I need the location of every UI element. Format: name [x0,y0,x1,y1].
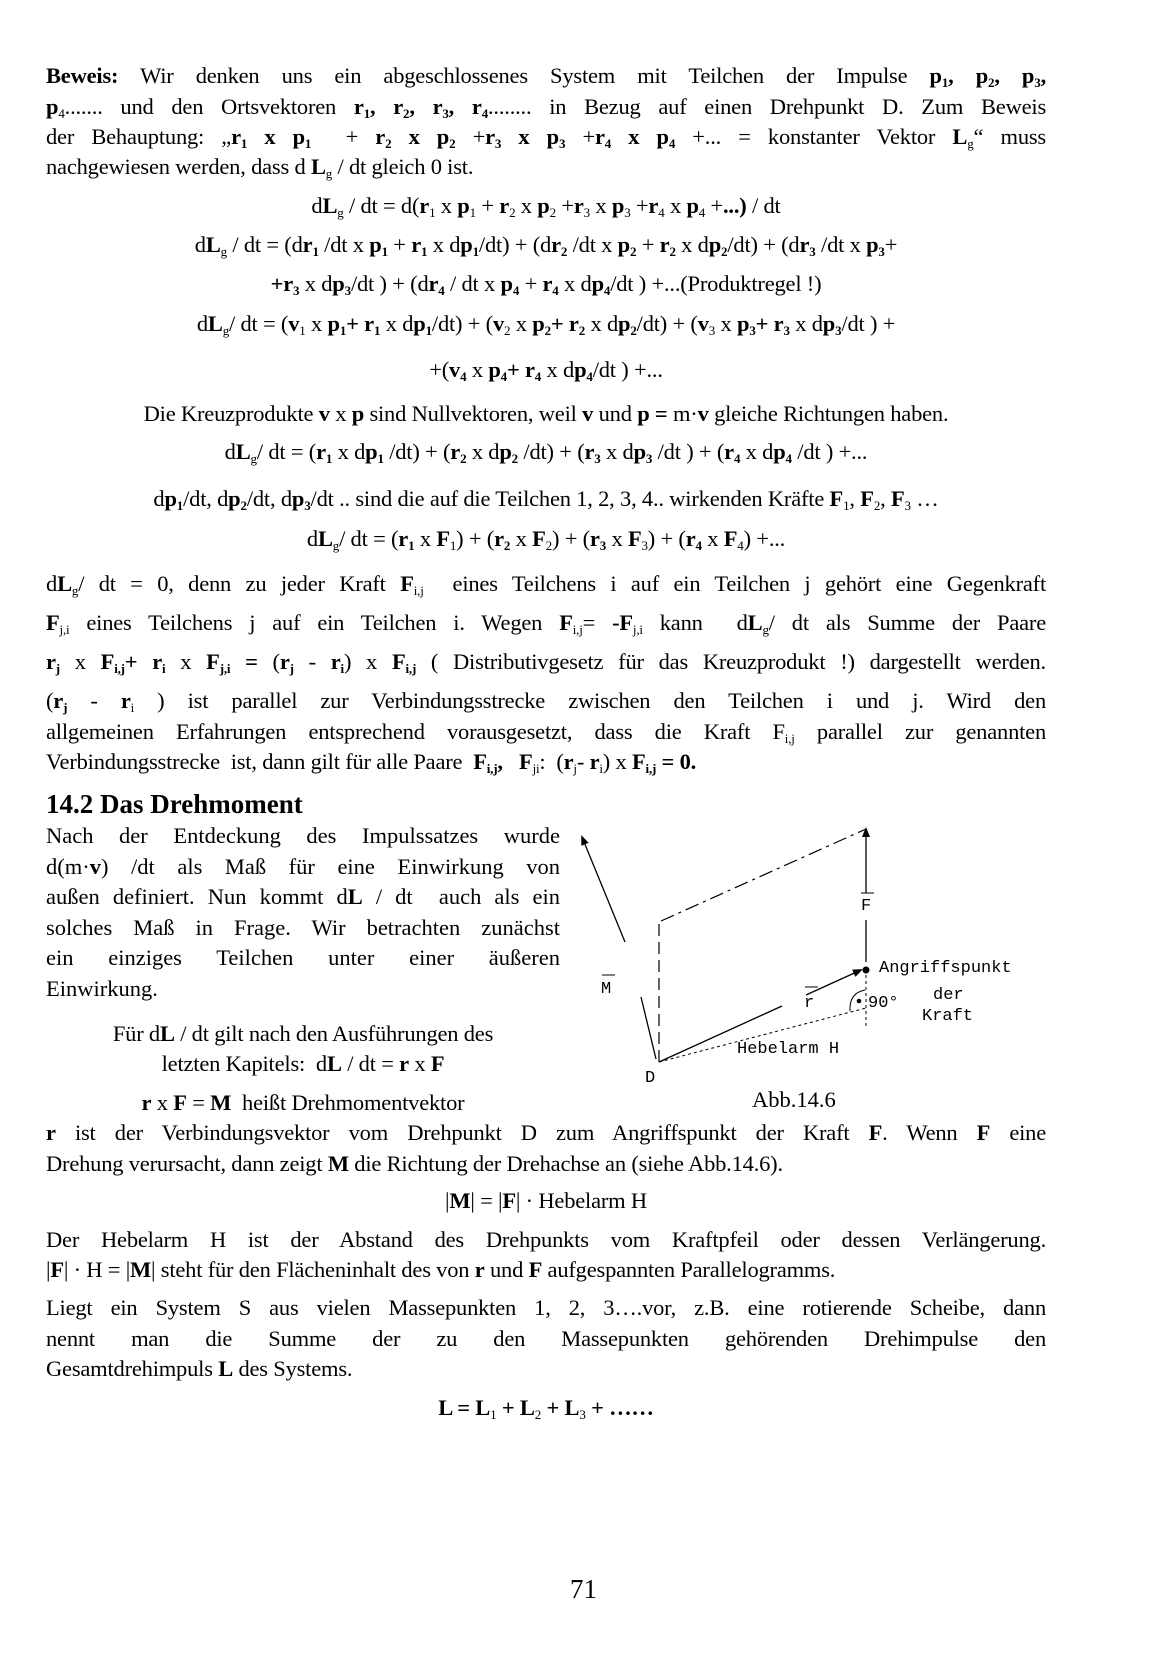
section-heading: 14.2 Das Drehmoment [46,789,303,819]
equation-3a: $dL_g/$ dt = ($v_1$ x $p_1+ r_1$ x $dp_1/dt) + (v_2$ x $p_2+ r_2$ x $dp_2/dt) + (v_3$ x $p_3+ r_3$ x $dp_3/dt$ ) + [196,311,896,338]
equation-1: $dL_g$ / dt = $d(r_1$ x $p_1 + r_2$ x $p_2 +r_3$ x $p_3 +r_4$ x $p_4$ +...) / dt [311,193,781,220]
lever-line-2: |F| · H = |M| steht für den Flächeninhalt des von r und F aufgespannten Parallelogramms. [46,1257,836,1282]
equation-5: $dL_g/$ dt = ($r_1$ x $F_1) + (r_2$ x $F_2) + (r_3$ x $F_3) + (r_4$ x $F_4$) +... [306,526,786,553]
formula-line-3: r x F = M heißt Drehmomentvektor [141,1090,465,1115]
intro-line-1: Nach der Entdeckung des Impulssatzes wurde [46,823,560,848]
label-m: M [601,980,612,999]
formula-line-2: letzten Kapitels: dL / dt = r x F [161,1051,445,1076]
intro-line-4: solches Maß in Frage. Wir betrachten zunächst [46,914,560,940]
equation-3b: $+(v_4$ x $p_4+ r_4$ x $dp_4/dt$ ) +... [429,357,663,384]
figure-caption: Abb.14.6 [752,1087,836,1112]
section-intro [46,821,560,1004]
label-der: der [933,986,964,1005]
torque-diagram [575,815,1055,1115]
magnitude-equation: |M| = |F| · Hebelarm H [445,1188,647,1213]
proof-line-4: nachgewiesen werden, dass d $L_g$ / dt gleich 0 ist. [46,154,474,181]
page-number: 71 [570,1574,597,1604]
proof-line-2: $p_4$....... und den Ortsvektoren $r_1$, $r_2$, $r_3$, $r_4$........ in Bezug auf einen Drehpunkt D. Zum Beweis [46,94,1047,121]
intro-line-2: d(m·v) /dt als Maß für eine Einwirkung von [46,853,560,879]
system-line-1: Liegt ein System S aus vielen Massepunkten 1, 2, 3….vor, z.B. eine rotierende Scheibe, dann [46,1295,1046,1320]
conclusion-line-5: allgemeinen Erfahrungen entsprechend vorausgesetzt, dass die Kraft $F_{i,j}$ parallel zur genannten [46,719,1047,746]
label-90-degrees: 90° [868,994,899,1013]
application-point [863,967,870,974]
m-vector-lower [641,997,656,1059]
r-vector-upper [806,970,861,995]
intro-line-6: Einwirkung. [46,975,158,1001]
label-hebelarm: Hebelarm H [737,1040,840,1059]
explanation-line-2: Drehung verursacht, dann zeigt M die Richtung der Drehachse an (siehe Abb.14.6). [46,1151,783,1176]
proof-line-1: Beweis: Wir denken uns ein abgeschlossenes System mit Teilchen der Impulse $p_1$, $p_2$, $p_3$, [46,63,1046,90]
label-angriffspunkt: Angriffspunkt [879,959,1012,978]
system-line-3: Gesamtdrehimpuls L des Systems. [46,1356,353,1381]
intro-line-3: außen definiert. Nun kommt dL / dt auch als ein [46,884,560,909]
conclusion-line-6: Verbindungsstrecke ist, dann gilt für alle Paare $F_{i,j}$, $F_{ji}$: ($r_j-$ $r_i$) x $F_{i,j} = 0$. [46,749,697,776]
forces-note: $dp_1/dt$, $dp_2/dt$, $dp_3/dt$ .. sind die auf die Teilchen 1, 2, 3, 4.. wirkenden Kräfte $F_1$, $F_2$, $F_3$ … [153,486,939,513]
equation-2b: $+r_3$ x $dp_3/dt$ ) + ($dr_4$ / dt x $p_4 + r_4$ x $dp_4/dt$ ) +...(Produktregel !) [270,271,822,298]
cross-product-note: Die Kreuzprodukte v x p sind Nullvektoren, weil v und p = m·v gleiche Richtungen haben. [143,401,949,426]
conclusion-line-3: $r_j$ x $F_{i,j}+ r_i$ x $F_{j,i} = (r_j - r_i)$ x $F_{i,j}$ ( Distributivgesetz für das Kreuzprodukt !) dargestellt werden. [46,649,1046,676]
explanation-line-1: r ist der Verbindungsvektor vom Drehpunkt D zum Angriffspunkt der Kraft F. Wenn F eine [46,1120,1047,1145]
m-vector-upper [582,837,625,942]
conclusion-line-4: ($r_j - r_i$ ) ist parallel zur Verbindungsstrecke zwischen den Teilchen i und j. Wird den [46,688,1046,715]
label-r: r [804,994,815,1013]
torque-figure [575,815,1055,1115]
conclusion-line-2: $F_{j,i}$ eines Teilchens j auf ein Teilchen i. Wegen $F_{i,j}= -F_{j,i}$ kann $dL_g/$ dt als Summe der Paare [46,610,1046,637]
system-line-2: nennt man die Summe der zu den Massepunkten gehörenden Drehimpulse den [46,1326,1046,1351]
parallelogram-top-edge [661,829,866,921]
label-pivot-d: D [645,1069,656,1088]
formula-line-1: Für dL / dt gilt nach den Ausführungen des [112,1021,494,1046]
lever-line-1: Der Hebelarm H ist der Abstand des Drehpunkts vom Kraftpfeil oder dessen Verlängerung. [46,1227,1046,1252]
intro-line-5: ein einziges Teilchen unter einer äußeren [46,945,560,970]
sum-equation: $L = L_1 + L_2 + L_3$ + …… [438,1395,654,1422]
conclusion-line-1: $dL_g/$ dt = 0, denn zu jeder Kraft $F_{i,j}$ eines Teilchens i auf ein Teilchen j gehört eine Gegenkraft [46,571,1046,598]
label-f: F [861,897,872,916]
proof-lead-label: Beweis: [46,63,119,88]
equation-2a: $dL_g$ / dt = ($dr_1$ /dt x $p_1 + r_1$ x $dp_1/dt) + (dr_2$ /dt x $p_2 + r_2$ x $dp_2/dt) + (dr_3$ /dt x $p_3+$ [194,232,898,259]
equation-4: $dL_g/$ dt = ($r_1$ x $dp_1$ $/dt) + (r_2$ x $dp_2$ $/dt) + (r_3$ x $dp_3$ /dt ) + ($r_4$ x $dp_4$ /dt ) +... [224,439,868,466]
label-kraft: Kraft [922,1007,974,1026]
proof-line-3: der Behauptung: $„r_1$ x $p_1 + r_2$ x $p_2 +r_3$ x $p_3 +r_4$ x $p_4$ +... = konstanter Vektor $L_g“$ muss [46,124,1046,151]
right-angle-dot [857,999,862,1004]
